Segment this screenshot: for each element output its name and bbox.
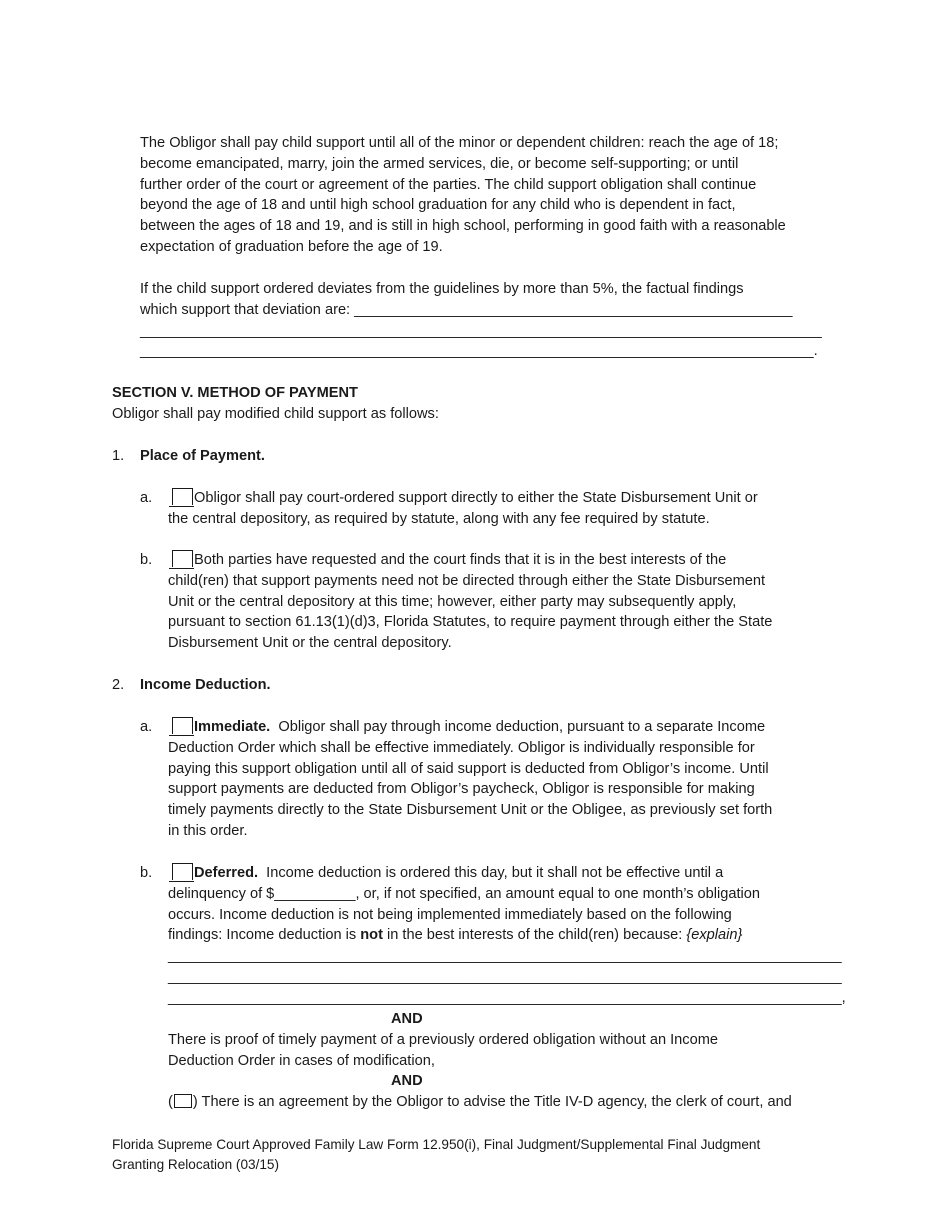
text-line: support payments are deducted from Obligor’s paycheck, Obligor is responsible for making <box>168 781 755 798</box>
deviation-blank-line[interactable]: ___________________________________________________________________________________. <box>140 343 818 360</box>
intro-paragraph-1 <box>140 133 786 258</box>
deviation-blank-line[interactable]: ____________________________________________________________________________________ <box>140 322 822 339</box>
checkbox[interactable] <box>172 488 193 505</box>
text-line: become emancipated, marry, join the armed services, die, or become self-supporting; or until <box>140 155 739 172</box>
option-lead: Deferred. <box>194 865 259 881</box>
text-line: the central depository, as required by statute, along with any fee required by statute. <box>168 510 710 527</box>
text-line: Deduction Order which shall be effective immediately. Obligor is individually responsible for <box>168 739 755 756</box>
option-text: Obligor shall pay through income deduction, pursuant to a separate Income <box>270 719 766 735</box>
item-number: 1. <box>112 448 125 464</box>
item-letter: a. <box>140 490 153 506</box>
item-number: 2. <box>112 677 125 693</box>
section-subtitle: Obligor shall pay modified child support as follows: <box>112 405 439 422</box>
agreement-option <box>168 1092 792 1113</box>
item-letter: a. <box>140 719 153 735</box>
checkbox[interactable] <box>172 717 193 734</box>
explain-blank-line[interactable]: ___________________________________________________________________________________ <box>168 948 842 965</box>
footer-line: Florida Supreme Court Approved Family Law Form 12.950(i), Final Judgment/Supplemental Final Judgment <box>112 1137 761 1152</box>
option-text: Income deduction is ordered this day, but it shall not be effective until a <box>258 865 724 881</box>
text-line: occurs. Income deduction is not being implemented immediately based on the following <box>168 906 732 923</box>
text-line: timely payments directly to the State Disbursement Unit or the Obligee, as previously set forth <box>168 802 773 819</box>
and-connector: AND <box>391 1011 423 1027</box>
text-line: beyond the age of 18 and until high school graduation for any child who is dependent in fact, <box>140 197 736 214</box>
item-title: Place of Payment. <box>140 448 265 464</box>
delinquency-amount-line[interactable]: delinquency of $__________, or, if not specified, an amount equal to one month’s obligation <box>168 885 761 902</box>
explain-blank-line[interactable]: ___________________________________________________________________________________, <box>168 989 846 1006</box>
text-line: in this order. <box>168 822 248 839</box>
item-letter: b. <box>140 552 153 568</box>
section-header <box>112 383 439 425</box>
checkbox[interactable] <box>172 863 193 880</box>
text-line: further order of the court or agreement of the parties. The child support obligation shall continue <box>140 176 757 193</box>
text-line: child(ren) that support payments need not be directed through either the State Disbursement <box>168 572 766 589</box>
text-segment: in the best interests of the child(ren) because: <box>382 927 687 944</box>
option-text: Obligor shall pay court-ordered support directly to either the State Disbursement Unit or <box>194 490 758 506</box>
option-direct-payment <box>168 550 773 654</box>
explain-hint: {explain} <box>686 927 743 944</box>
text-line <box>168 925 846 946</box>
text-line: pursuant to section 61.13(1)(d)3, Florida Statutes, to require payment through either the State <box>168 614 773 631</box>
paren-open: ( <box>168 1094 173 1110</box>
proof-of-payment <box>168 1030 718 1072</box>
text-line: Disbursement Unit or the central depository. <box>168 635 452 652</box>
option-immediate <box>168 717 773 842</box>
footer-line: Granting Relocation (03/15) <box>112 1156 279 1172</box>
text-line: The Obligor shall pay child support until all of the minor or dependent children: reach the age of 18; <box>140 135 779 151</box>
text-line: Deduction Order in cases of modification, <box>168 1052 435 1069</box>
text-emphasis: not <box>360 927 383 944</box>
deviation-findings <box>140 279 822 362</box>
option-lead: Immediate. <box>194 719 271 735</box>
checkbox[interactable] <box>174 1094 192 1108</box>
item-letter: b. <box>140 865 153 881</box>
text-line: Unit or the central depository at this time; however, either party may subsequently apply, <box>168 593 737 610</box>
checkbox[interactable] <box>172 550 193 567</box>
text-line: between the ages of 18 and 19, and is still in high school, performing in good faith with a reasonable <box>140 218 786 235</box>
item-title: Income Deduction. <box>140 677 271 693</box>
text-line: expectation of graduation before the age of 19. <box>140 238 443 255</box>
text-line: There is proof of timely payment of a previously ordered obligation without an Income <box>168 1032 718 1048</box>
option-text: ) There is an agreement by the Obligor to advise the Title IV-D agency, the clerk of court, and <box>192 1094 792 1110</box>
text-segment: findings: Income deduction is <box>168 927 361 944</box>
option-deferred <box>168 863 846 1009</box>
option-text: Both parties have requested and the court finds that it is in the best interests of the <box>194 552 727 568</box>
text-line: If the child support ordered deviates from the guidelines by more than 5%, the factual findings <box>140 281 744 297</box>
explain-blank-line[interactable]: ___________________________________________________________________________________ <box>168 968 842 985</box>
section-title: SECTION V. METHOD OF PAYMENT <box>112 385 358 401</box>
deviation-blank-line[interactable]: which support that deviation are: ______________________________________________________ <box>140 301 793 318</box>
option-sdu-payment <box>168 488 758 530</box>
text-line: paying this support obligation until all of said support is deducted from Obligor’s income. Until <box>168 760 769 777</box>
form-footer <box>112 1135 760 1174</box>
and-connector: AND <box>391 1073 423 1089</box>
